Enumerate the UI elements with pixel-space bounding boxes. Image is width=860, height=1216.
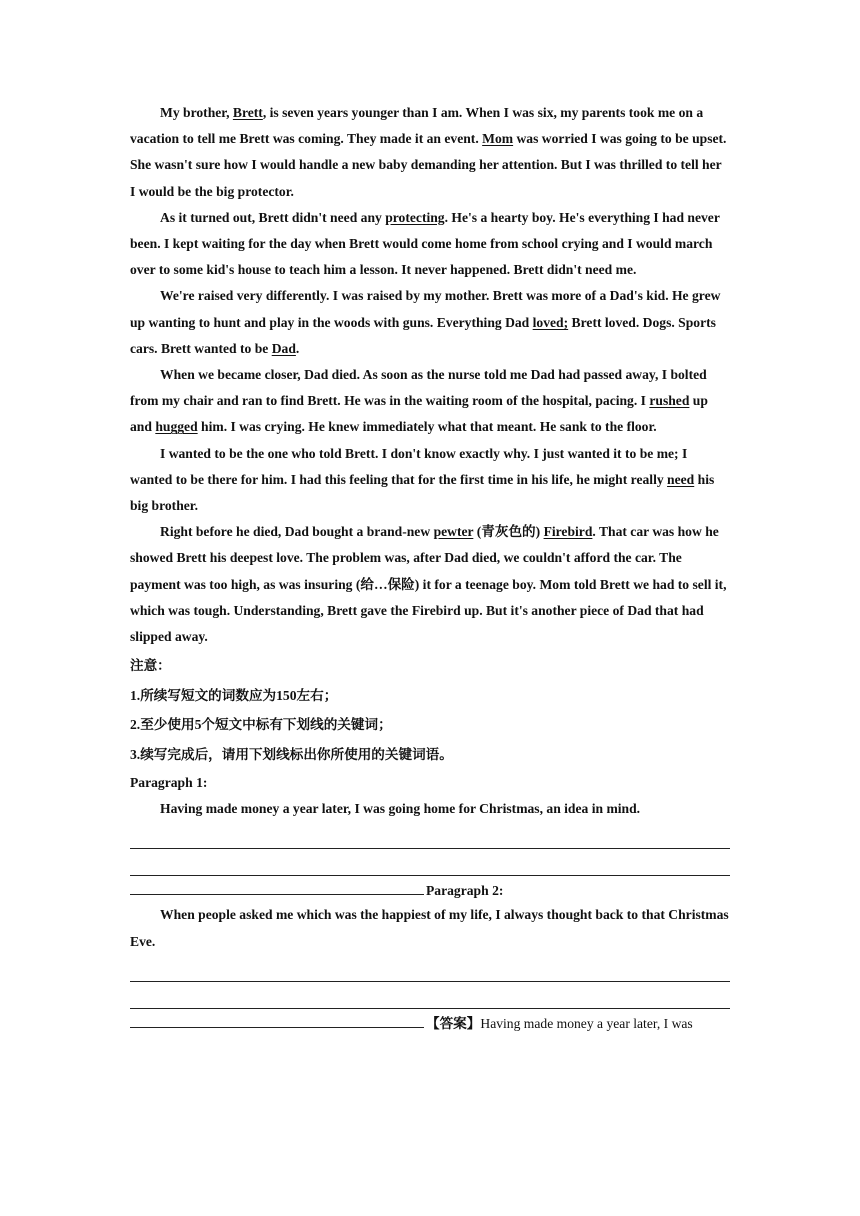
- text-run: him. I was crying. He knew immediately what that meant. He sank to the floor.: [197, 419, 657, 435]
- writing-line[interactable]: [130, 1009, 424, 1028]
- writing-line[interactable]: [130, 955, 730, 982]
- story-paragraph: [130, 205, 730, 284]
- writing-line[interactable]: [130, 982, 730, 1009]
- writing-line-with-label: [130, 876, 730, 902]
- text-run: .: [295, 340, 300, 356]
- worksheet-page: [130, 100, 730, 1035]
- text-run: We're raised very differently. I was raised by my mother. Brett was more of a Dad's kid. He grew up wanting to hunt and play in the woods with guns. Everything Dad: [130, 288, 721, 330]
- text-run: Brett loved. Dogs. Sports cars. Brett wanted to be: [130, 314, 716, 356]
- answer-row: [130, 1009, 730, 1035]
- text-run: My brother,: [160, 105, 233, 120]
- writing-line[interactable]: [130, 822, 730, 849]
- note-item: 1.所续写短文的词数应为150左右；: [130, 687, 338, 703]
- keyword: Firebird: [543, 524, 593, 540]
- text-run: (青灰色的): [473, 524, 544, 540]
- text-run: Right before he died, Dad bought a brand-new: [160, 524, 434, 540]
- notes-section: [130, 651, 730, 769]
- answer-tag: 【答案】: [426, 1015, 481, 1031]
- keyword: rushed: [649, 393, 690, 409]
- paragraph2-opening: When people asked me which was the happiest of my life, I always thought back to that Christmas Eve.: [130, 907, 729, 949]
- story-paragraph: [130, 362, 730, 441]
- keyword: Dad: [271, 340, 296, 356]
- keyword: protecting: [385, 209, 445, 225]
- text-run: When we became closer, Dad died. As soon as the nurse told me Dad had passed away, I bolted from my chair and ran to find Brett. He was in the waiting room of the hospital, pacing. I: [130, 367, 707, 409]
- note-item: 2.至少使用5个短文中标有下划线的关键词；: [130, 717, 392, 733]
- text-run: his big brother.: [130, 471, 715, 514]
- notes-heading: 注意：: [130, 658, 171, 674]
- story-paragraph: [130, 519, 730, 650]
- writing-line[interactable]: [130, 849, 730, 876]
- keyword: loved;: [532, 314, 569, 330]
- writing-line[interactable]: [130, 876, 424, 895]
- paragraph2-label: Paragraph 2:: [426, 883, 504, 899]
- keyword: need: [667, 471, 695, 487]
- text-run: As it turned out, Brett didn't need any: [160, 209, 386, 225]
- text-run: , is seven years younger than I am. When I was six, my parents took me on a vacation to tell me Brett was coming. They made it an event.: [130, 105, 704, 147]
- text-run: I wanted to be the one who told Brett. I don't know exactly why. I just wanted it to be me; I wanted to be there for him. I had this feeling that for the first time in his life, he might really: [130, 445, 688, 487]
- story-paragraph: [130, 441, 730, 520]
- story-paragraph: [130, 283, 730, 362]
- story-paragraph: [130, 100, 730, 205]
- answer-text: Having made money a year later, I was: [480, 1015, 693, 1031]
- keyword: hugged: [155, 419, 198, 435]
- paragraph1-label: Paragraph 1:: [130, 775, 208, 791]
- text-run: up and: [130, 393, 708, 435]
- text-run: was worried I was going to be upset. She wasn't sure how I would handle a new baby demanding her attention. But I was thrilled to tell her I would be the big protector.: [130, 131, 727, 199]
- keyword: Brett: [232, 105, 263, 120]
- keyword: pewter: [433, 524, 474, 540]
- paragraph1-opening: Having made money a year later, I was going home for Christmas, an idea in mind.: [160, 801, 641, 817]
- note-item: 3.续写完成后，请用下划线标出你所使用的关键词语。: [130, 746, 453, 762]
- keyword: Mom: [482, 131, 514, 147]
- text-run: . That car was how he showed Brett his deepest love. The problem was, after Dad died, we couldn't afford the car. The payment was too high, as was insuring (给…保险) it for a teenage boy. Mom told Brett we had to sell it, which was tough. Understanding, Brett gave the Firebird up. But it's another piece of Dad that had slipped away.: [130, 524, 727, 645]
- story-passage: [130, 100, 730, 650]
- text-run: . He's a hearty boy. He's everything I had never been. I kept waiting for the day when Brett would come home from school crying and I would march over to some kid's house to teach him a lesson. It never happened. Brett didn't need me.: [130, 209, 720, 278]
